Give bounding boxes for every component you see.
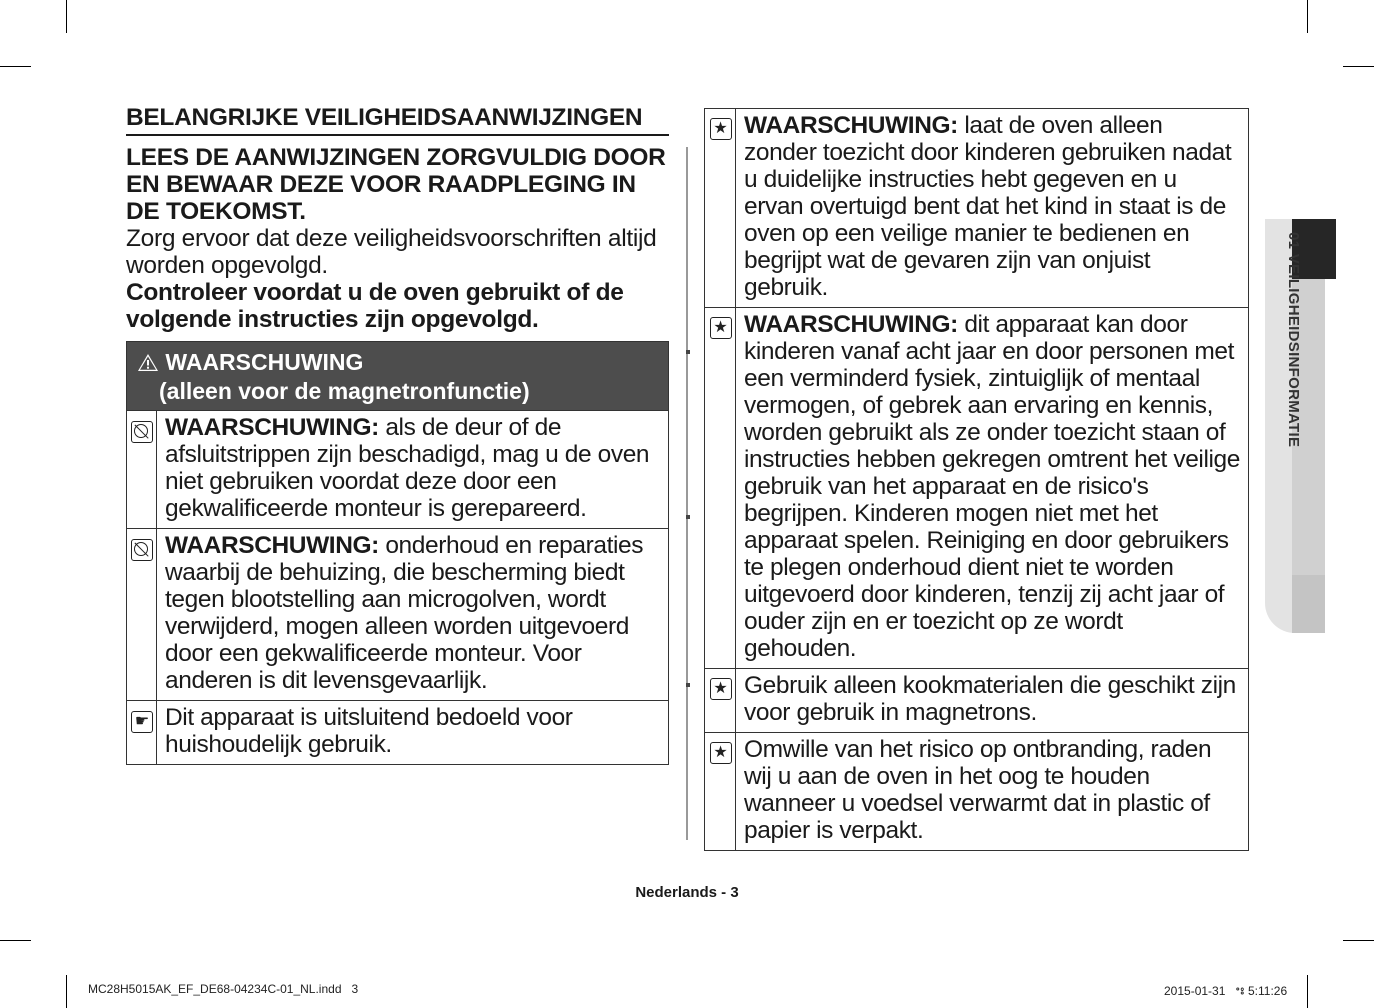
star-icon: ★: [710, 742, 732, 764]
lead-bold-secondary: Controleer voordat u de oven gebruikt of de volgende instructies zijn opgevolgd.: [126, 279, 624, 333]
warning-header: [127, 342, 669, 411]
crop-mark: [1307, 975, 1308, 1008]
crop-mark: [1343, 940, 1374, 941]
row-text: Gebruik alleen kookmaterialen die geschikt zijn voor gebruik in magnetrons.: [744, 672, 1236, 726]
crop-mark: [1343, 66, 1374, 67]
chapter-tab-strip-lower: [1292, 575, 1325, 633]
section-title: BELANGRIJKE VEILIGHEIDSAANWIJZINGEN: [126, 104, 669, 136]
divider-dot: [686, 683, 690, 687]
lead-bold: LEES DE AANWIJZINGEN ZORGVULDIG DOOR EN BEWAAR DEZE VOOR RAADPLEGING IN DE TOEKOMST.: [126, 144, 666, 225]
row-text: als de deur of de afsluitstrippen zijn beschadigd, mag u de oven niet gebruiken voordat deze door een gekwalificeerde monteur is gerepareerd.: [165, 414, 650, 522]
table-row: [705, 733, 1249, 851]
page-number: Nederlands - 3: [635, 884, 739, 901]
row-text: laat de oven alleen zonder toezicht door kinderen gebruiken nadat u duidelijke instructies hebt gegeven en u ervan overtuigd bent dat het kind in staat is de oven op een veilige manier te bedienen en begrijpt wat de gevaren zijn van onjuist gebruik.: [744, 112, 1232, 301]
divider-dot: [686, 515, 690, 519]
warning-header-subtitle: (alleen voor de magnetronfunctie): [159, 378, 530, 404]
slug-date: 2015-01-31 ꢀꢁ 5:11:26: [1164, 984, 1288, 998]
hand-pointer-icon: ☛: [131, 711, 153, 733]
table-row: [127, 701, 669, 765]
warning-table: [126, 341, 669, 765]
star-icon: ★: [710, 317, 732, 339]
table-row: [127, 411, 669, 529]
row-text: onderhoud en reparaties waarbij de behuizing, die bescherming biedt tegen blootstelling aan microgolven, wordt verwijderd, mogen alleen worden uitgevoerd door een gekwalificeerde monteur. Voor anderen is dit levensgevaarlijk.: [165, 532, 644, 694]
table-row: [705, 308, 1249, 669]
row-text: Dit apparaat is uitsluitend bedoeld voor huishoudelijk gebruik.: [165, 704, 573, 758]
crop-mark: [66, 0, 67, 33]
table-row: [127, 529, 669, 701]
warning-header-title: WAARSCHUWING: [165, 349, 364, 375]
prohibited-icon: [131, 421, 153, 443]
warning-triangle-icon: [137, 349, 165, 375]
divider-dot: [686, 350, 690, 354]
slug-file: MC28H5015AK_EF_DE68-04234C-01_NL.indd 3: [88, 982, 359, 996]
column-divider: [686, 147, 688, 840]
star-icon: ★: [710, 678, 732, 700]
row-text: Omwille van het risico op ontbranding, raden wij u aan de oven in het oog te houden wanneer u voedsel verwarmt dat in plastic of papier is verpakt.: [744, 736, 1212, 844]
star-icon: ★: [710, 118, 732, 140]
lead-text: Zorg ervoor dat deze veiligheidsvoorschriften altijd worden opgevolgd.: [126, 225, 657, 279]
table-row: [705, 109, 1249, 308]
crop-mark: [0, 66, 31, 67]
prohibited-icon: [131, 539, 153, 561]
table-row: [705, 669, 1249, 733]
crop-mark: [66, 975, 67, 1008]
right-column: [704, 108, 1249, 851]
row-text: dit apparaat kan door kinderen vanaf acht jaar en door personen met een verminderd fysiek, zintuiglijk of mentaal vermogen, of gebrek aan ervaring en kennis, worden gebruikt als ze onder toezicht staan of instructies hebben gekregen omtrent het veilige gebruik van het apparaat en de risico's begrijpen. Kinderen mogen niet met het apparaat spelen. Reiniging en door gebruikers te plegen onderhoud dient niet te worden uitgevoerd door kinderen, tenzij zij acht jaar of ouder zijn en er toezicht op ze wordt gehouden.: [744, 311, 1241, 662]
row-label: WAARSCHUWING:: [744, 311, 958, 338]
crop-mark: [0, 940, 31, 941]
chapter-tab-label: 01 VEILIGHEIDSINFORMATIE: [1285, 232, 1302, 448]
row-label: WAARSCHUWING:: [165, 414, 379, 441]
row-label: WAARSCHUWING:: [744, 112, 958, 139]
left-column: [126, 104, 669, 765]
crop-mark: [1307, 0, 1308, 33]
instructions-table: [704, 108, 1249, 851]
row-label: WAARSCHUWING:: [165, 532, 379, 559]
